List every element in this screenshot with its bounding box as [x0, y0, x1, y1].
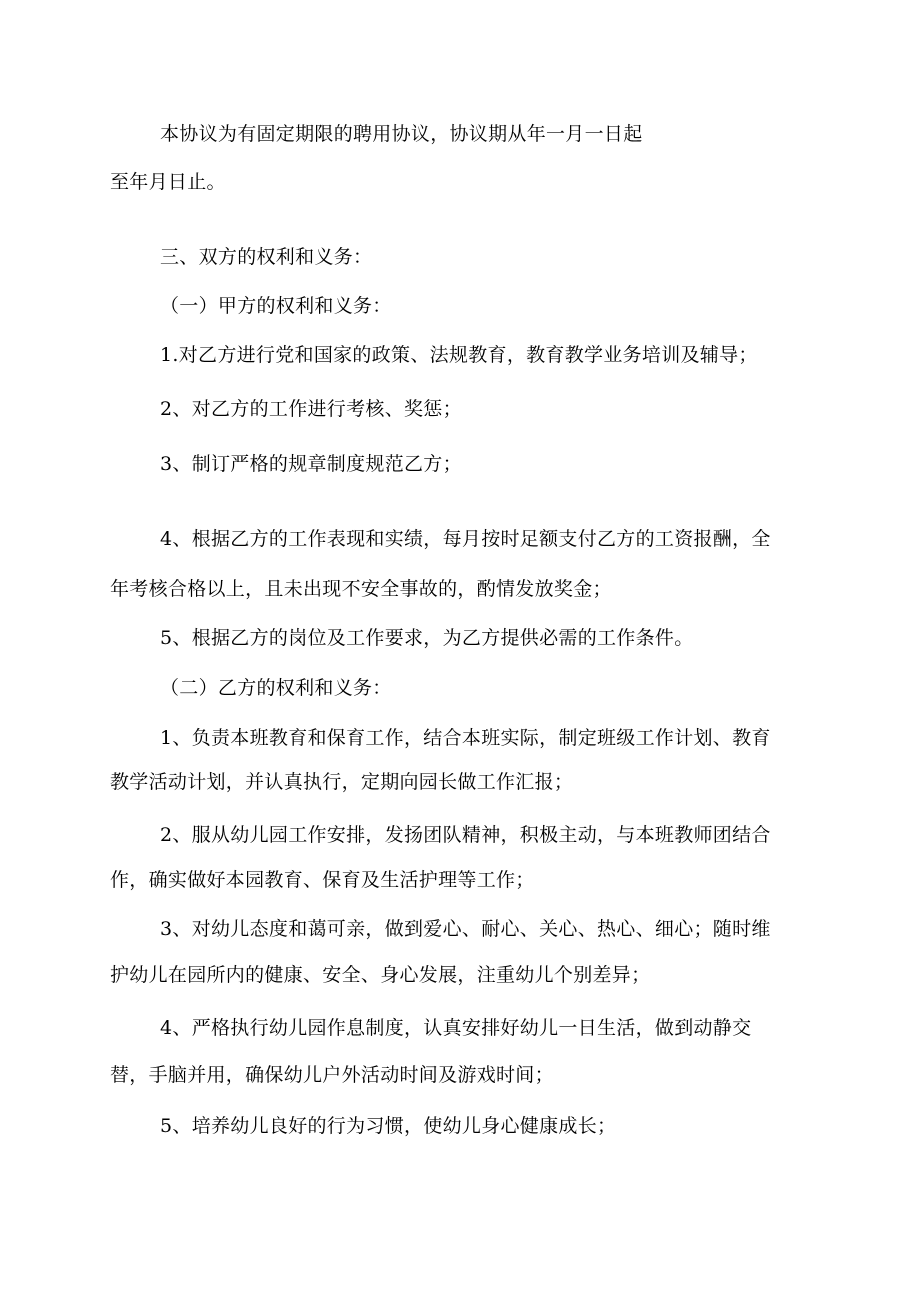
- subsection-heading-party-b: （二）乙方的权利和义务：: [160, 677, 392, 699]
- paragraph-term-line-2: 至年月日止。: [110, 171, 226, 193]
- party-b-item-3-line-2: 护幼儿在园所内的健康、安全、身心发展，注重幼儿个别差异；: [110, 964, 651, 986]
- party-b-item-4-line-2: 替，手脑并用，确保幼儿户外活动时间及游戏时间；: [110, 1064, 554, 1086]
- party-a-item-4-line-2: 年考核合格以上，且未出现不安全事故的，酌情发放奖金；: [110, 578, 612, 600]
- paragraph-term-line-1: 本协议为有固定期限的聘用协议，协议期从年一月一日起: [160, 123, 643, 145]
- party-b-item-2-line-2: 作，确实做好本园教育、保育及生活护理等工作；: [110, 869, 535, 891]
- party-b-item-2-line-1: 2、服从幼儿园工作安排，发扬团队精神，积极主动，与本班教师团结合: [160, 824, 771, 846]
- section-heading-rights: 三、双方的权利和义务：: [160, 246, 373, 268]
- party-b-item-5: 5、培养幼儿良好的行为习惯，使幼儿身心健康成长；: [160, 1115, 617, 1137]
- party-a-item-2: 2、对乙方的工作进行考核、奖惩；: [160, 398, 462, 420]
- party-b-item-4-line-1: 4、严格执行幼儿园作息制度，认真安排好幼儿一日生活，做到动静交: [160, 1017, 752, 1039]
- party-b-item-1-line-2: 教学活动计划，并认真执行，定期向园长做工作汇报；: [110, 771, 574, 793]
- party-a-item-4-line-1: 4、根据乙方的工作表现和实绩，每月按时足额支付乙方的工资报酬，全: [160, 528, 771, 550]
- subsection-heading-party-a: （一）甲方的权利和义务：: [160, 295, 392, 317]
- party-a-item-5: 5、根据乙方的岗位及工作要求，为乙方提供必需的工作条件。: [160, 627, 694, 649]
- party-a-item-1: 1.对乙方进行党和国家的政策、法规教育，教育教学业务培训及辅导；: [160, 344, 758, 366]
- party-a-item-3: 3、制订严格的规章制度规范乙方；: [160, 453, 462, 475]
- party-b-item-1-line-1: 1、负责本班教育和保育工作，结合本班实际，制定班级工作计划、教育: [160, 727, 771, 749]
- party-b-item-3-line-1: 3、对幼儿态度和蔼可亲，做到爱心、耐心、关心、热心、细心；随时维: [160, 918, 771, 940]
